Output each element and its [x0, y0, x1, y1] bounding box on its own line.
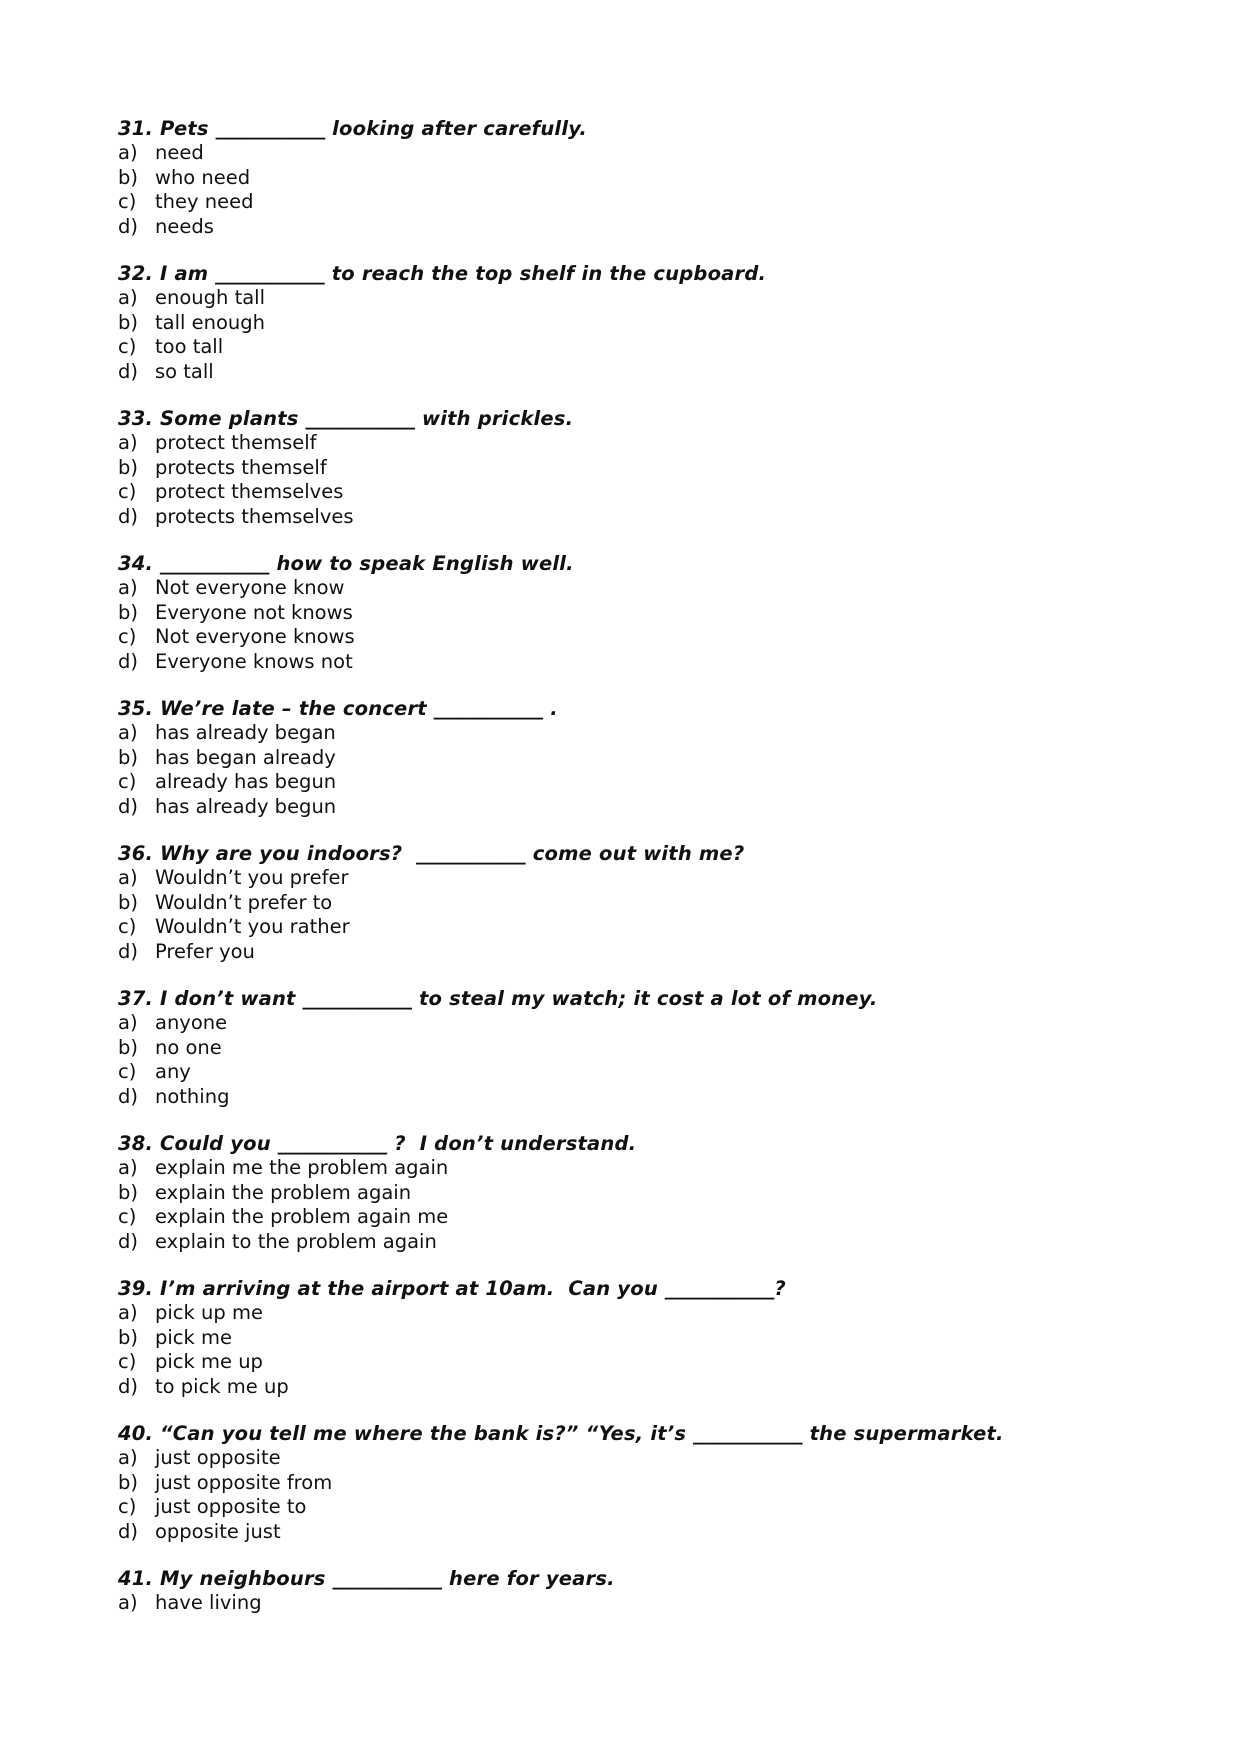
question-text: I don’t want ___________ to steal my watch; it cost a lot of money.	[160, 987, 878, 1010]
option-a[interactable]: a) pick up me	[118, 1301, 263, 1324]
option-a[interactable]: a) have living	[118, 1591, 262, 1614]
question-text: Could you ___________ ? I don’t understand.	[160, 1132, 637, 1155]
question-stem	[118, 842, 1118, 866]
option-a[interactable]: a) anyone	[118, 1011, 228, 1034]
question-number: 37.	[118, 987, 154, 1010]
option-d[interactable]: d) has already begun	[118, 794, 337, 818]
option-d[interactable]: d) so tall	[118, 359, 214, 383]
question-37	[118, 987, 1118, 1109]
question-33	[118, 407, 1118, 529]
question-number: 31.	[118, 117, 154, 140]
option-d[interactable]: d) explain to the problem again	[118, 1229, 437, 1253]
question-40	[118, 1422, 1118, 1544]
option-d[interactable]: d) protects themselves	[118, 504, 354, 528]
option-d[interactable]: d) to pick me up	[118, 1374, 289, 1398]
option-b[interactable]: b) pick me	[118, 1325, 233, 1349]
option-d[interactable]: d) Everyone knows not	[118, 649, 353, 673]
option-b[interactable]: b) explain the problem again	[118, 1180, 412, 1204]
question-stem	[118, 552, 1118, 576]
question-36	[118, 842, 1118, 964]
question-number: 40.	[118, 1422, 154, 1445]
question-number: 34.	[118, 552, 154, 575]
option-b[interactable]: b) protects themself	[118, 455, 327, 479]
question-stem	[118, 697, 1118, 721]
question-stem	[118, 117, 1118, 141]
option-c[interactable]: c) they need	[118, 190, 254, 213]
option-c[interactable]: c) Not everyone knows	[118, 625, 355, 648]
option-d[interactable]: d) opposite just	[118, 1519, 281, 1543]
question-31	[118, 117, 1118, 239]
option-c[interactable]: c) protect themselves	[118, 480, 344, 503]
question-stem	[118, 1277, 1118, 1301]
question-stem	[118, 1567, 1118, 1591]
question-text: ___________ how to speak English well.	[160, 552, 574, 575]
option-b[interactable]: b) Wouldn’t prefer to	[118, 890, 333, 914]
option-d[interactable]: d) needs	[118, 214, 214, 238]
question-stem	[118, 262, 1118, 286]
question-number: 39.	[118, 1277, 154, 1300]
question-35	[118, 697, 1118, 819]
question-number: 33.	[118, 407, 154, 430]
question-number: 35.	[118, 697, 154, 720]
option-b[interactable]: b) has began already	[118, 745, 336, 769]
option-c[interactable]: c) already has begun	[118, 770, 337, 793]
option-c[interactable]: c) pick me up	[118, 1350, 263, 1373]
option-b[interactable]: b) who need	[118, 165, 251, 189]
option-c[interactable]: c) Wouldn’t you rather	[118, 915, 350, 938]
option-d[interactable]: d) Prefer you	[118, 939, 255, 963]
option-b[interactable]: b) Everyone not knows	[118, 600, 353, 624]
option-a[interactable]: a) Wouldn’t you prefer	[118, 866, 349, 889]
option-a[interactable]: a) need	[118, 141, 204, 164]
option-c[interactable]: c) explain the problem again me	[118, 1205, 449, 1228]
question-stem	[118, 1422, 1118, 1446]
question-39	[118, 1277, 1118, 1399]
question-34	[118, 552, 1118, 674]
option-a[interactable]: a) just opposite	[118, 1446, 281, 1469]
option-a[interactable]: a) protect themself	[118, 431, 317, 454]
question-text: I am ___________ to reach the top shelf in the cupboard.	[160, 262, 767, 285]
option-a[interactable]: a) Not everyone know	[118, 576, 345, 599]
question-stem	[118, 1132, 1118, 1156]
question-text: Some plants ___________ with prickles.	[160, 407, 574, 430]
question-32	[118, 262, 1118, 384]
question-number: 38.	[118, 1132, 154, 1155]
option-b[interactable]: b) no one	[118, 1035, 222, 1059]
question-stem	[118, 987, 1118, 1011]
option-b[interactable]: b) just opposite from	[118, 1470, 333, 1494]
option-a[interactable]: a) enough tall	[118, 286, 266, 309]
question-stem	[118, 407, 1118, 431]
question-text: Why are you indoors? ___________ come out with me?	[160, 842, 745, 865]
question-number: 32.	[118, 262, 154, 285]
question-text: “Can you tell me where the bank is?” “Yes, it’s ___________ the supermarket.	[160, 1422, 1004, 1445]
option-c[interactable]: c) too tall	[118, 335, 224, 358]
question-38	[118, 1132, 1118, 1254]
question-text: My neighbours ___________ here for years.	[160, 1567, 615, 1590]
question-text: I’m arriving at the airport at 10am. Can you ___________?	[160, 1277, 786, 1300]
option-c[interactable]: c) any	[118, 1060, 191, 1083]
option-d[interactable]: d) nothing	[118, 1084, 230, 1108]
option-a[interactable]: a) has already began	[118, 721, 336, 744]
question-text: We’re late – the concert ___________ .	[160, 697, 558, 720]
option-a[interactable]: a) explain me the problem again	[118, 1156, 449, 1179]
question-41	[118, 1567, 1118, 1616]
option-b[interactable]: b) tall enough	[118, 310, 266, 334]
question-text: Pets ___________ looking after carefully.	[160, 117, 587, 140]
question-number: 36.	[118, 842, 154, 865]
question-number: 41.	[118, 1567, 154, 1590]
option-c[interactable]: c) just opposite to	[118, 1495, 307, 1518]
